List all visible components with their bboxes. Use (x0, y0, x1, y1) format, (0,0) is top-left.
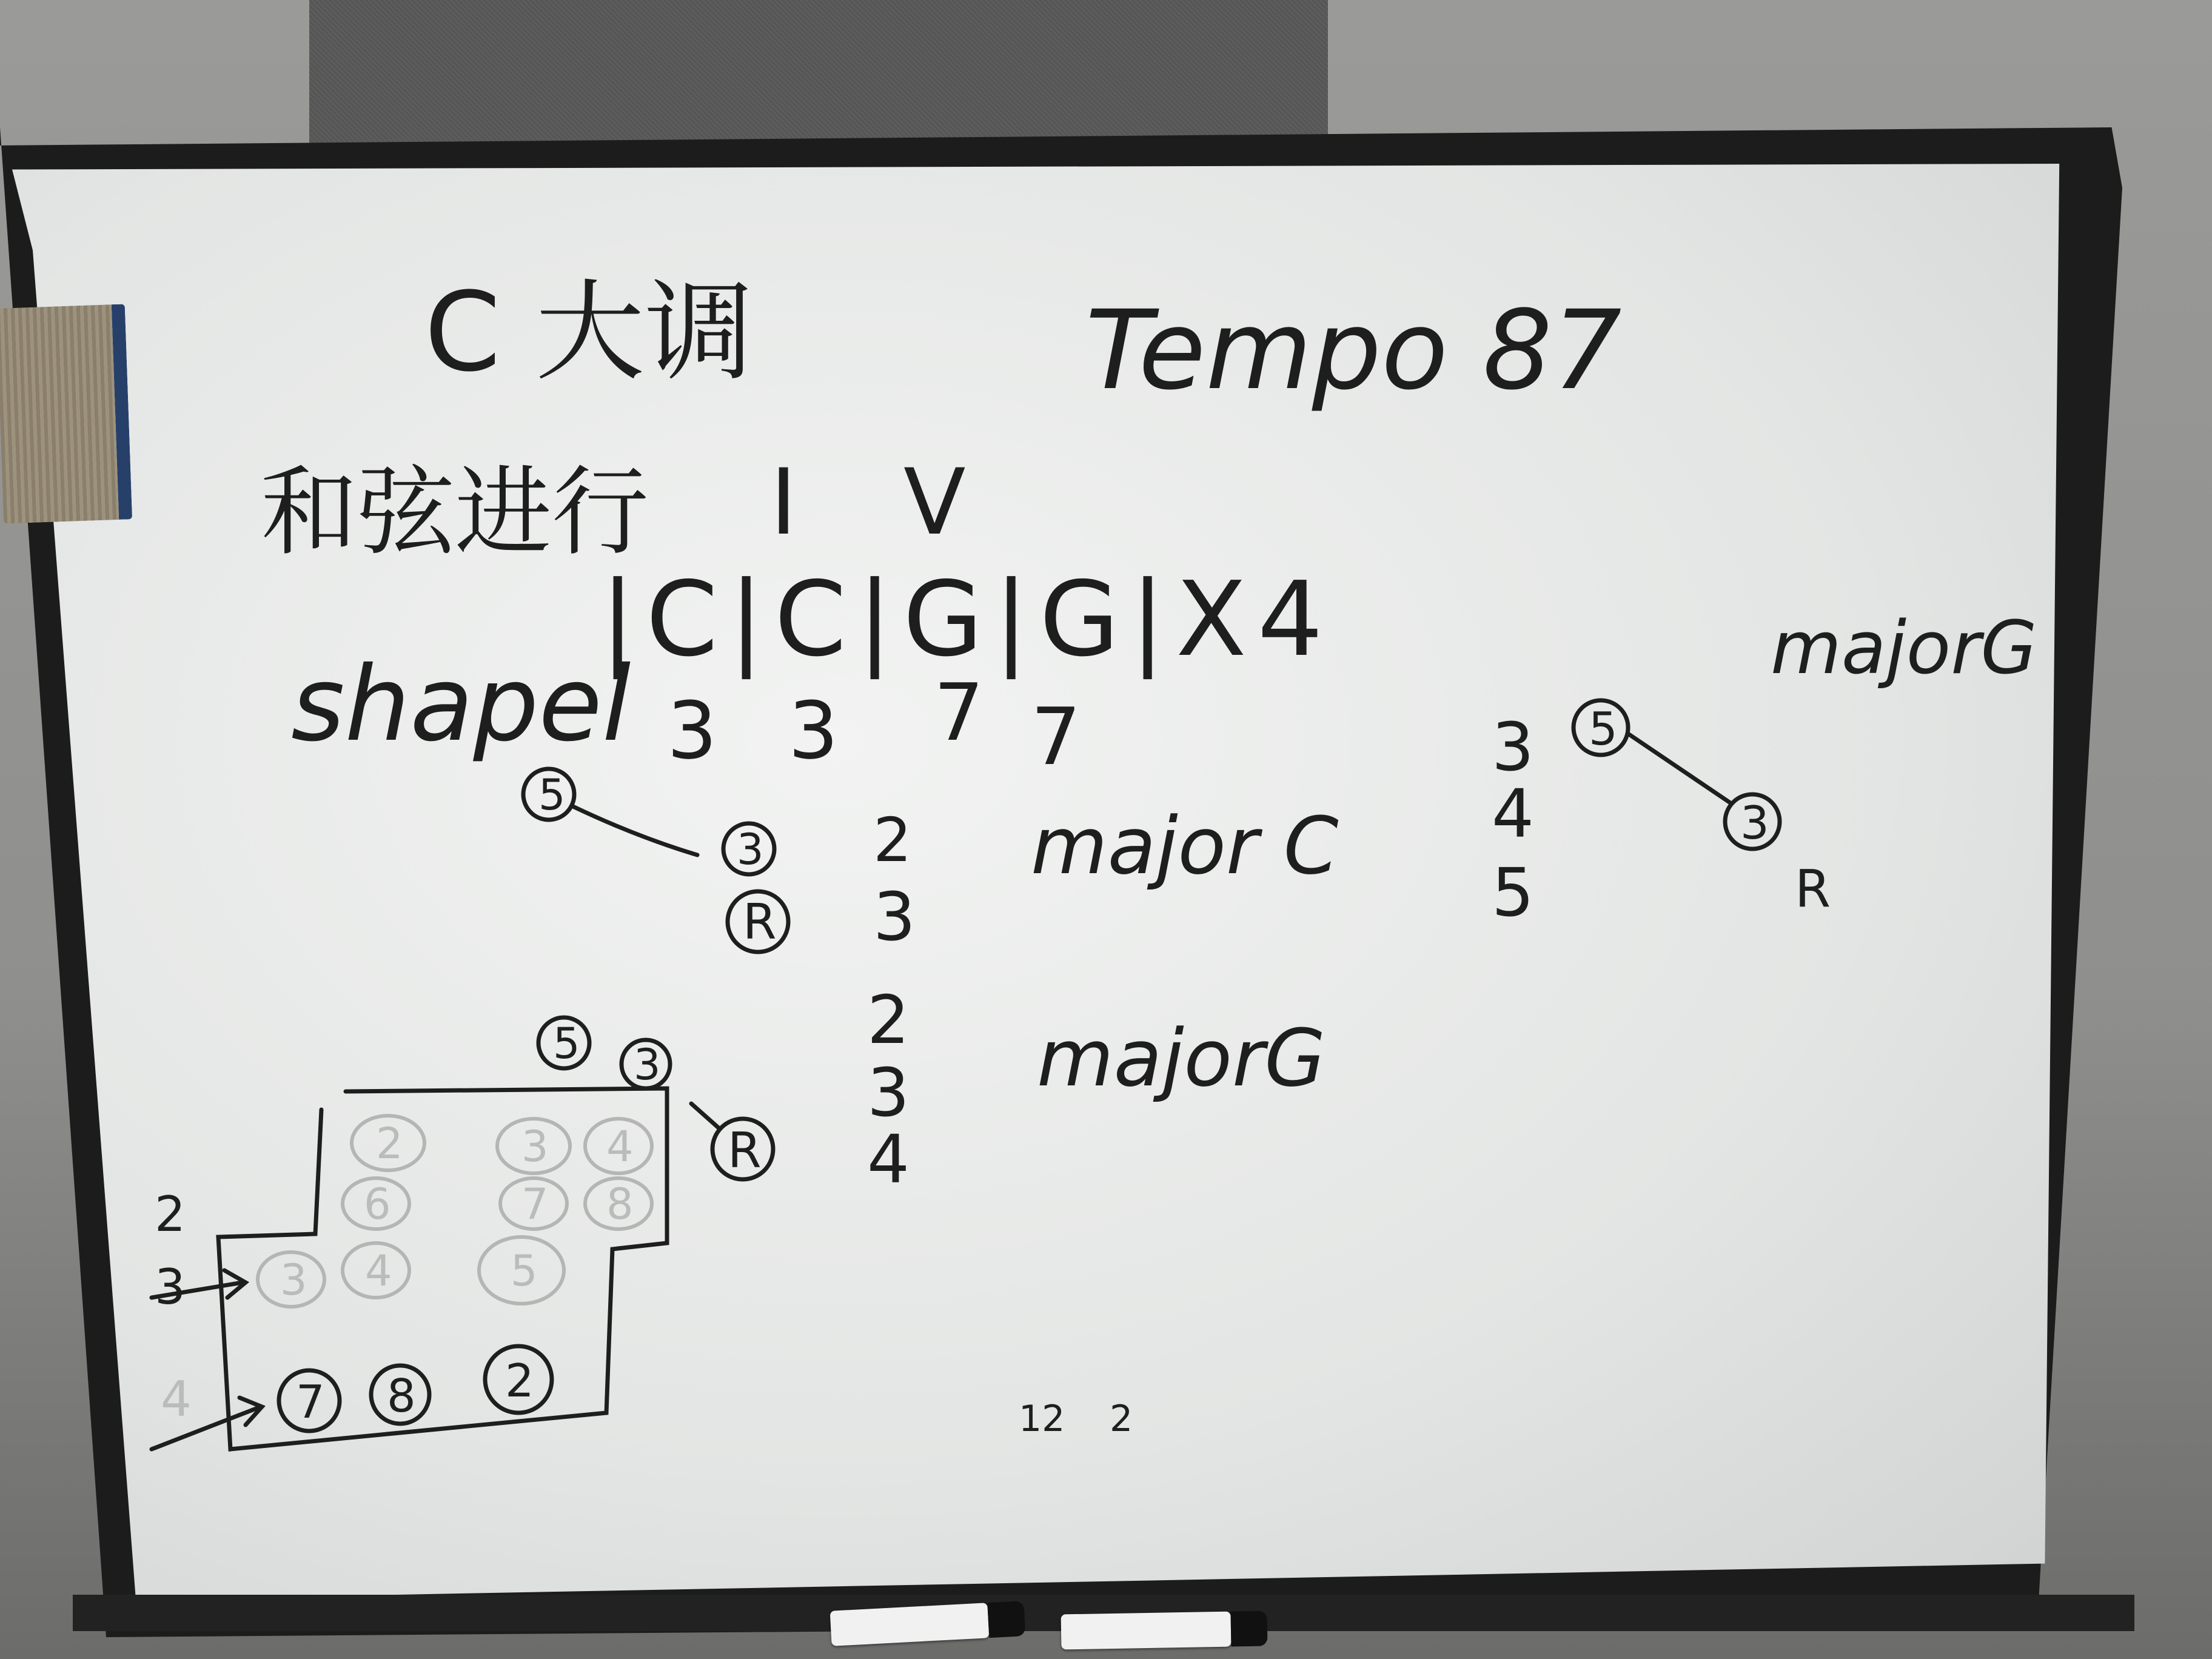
major-g-right-number-5: 5 (1492, 854, 1534, 931)
ghost-node-3a-label: 3 (521, 1122, 549, 1171)
tempo-label: Tempo 87 (1085, 287, 1622, 414)
fretboard-side-number-2: 2 (155, 1186, 186, 1242)
stray-number-12: 12 (1019, 1398, 1065, 1440)
major-g-middle-label: majorG (1037, 1012, 1326, 1104)
major-c-number-2: 2 (873, 805, 912, 876)
fretboard-top-node-5-label: 5 (553, 1019, 580, 1068)
shape-number-3: 7 (934, 666, 984, 759)
roman-numeral-one: I (770, 450, 797, 555)
shape-number-2: 3 (788, 685, 839, 777)
chord-progression-label: 和弦进行 (261, 455, 649, 569)
major-c-node-5-label: 5 (538, 770, 566, 820)
fretboard-bold-node-2-label: 2 (505, 1354, 534, 1407)
major-c-connector (573, 806, 697, 855)
ghost-node-3b-label: 3 (280, 1255, 307, 1305)
major-g-number-3: 3 (867, 1054, 910, 1131)
ghost-node-2-label: 2 (376, 1119, 403, 1168)
fretboard-bold-node-8-label: 8 (387, 1369, 416, 1423)
major-g-right-label: majorG (1771, 606, 2037, 691)
chord-bars: |C|C|G|G|X4 (600, 560, 1334, 680)
roman-numeral-five: V (903, 450, 966, 555)
marker-cap (987, 1601, 1025, 1638)
major-c-node-r-label: R (743, 894, 777, 950)
major-g-right-number-4: 4 (1492, 775, 1534, 853)
shape-label: shapel (291, 645, 631, 765)
major-g-number-4: 4 (867, 1121, 910, 1198)
fretboard-root-connector (691, 1104, 719, 1128)
ghost-node-7a-label: 7 (521, 1179, 549, 1229)
shape-number-4: 7 (1031, 691, 1081, 783)
ghost-node-6-label: 6 (364, 1179, 391, 1229)
major-g-right-node-5-label: 5 (1589, 702, 1618, 756)
key-title: C 大调 (424, 269, 754, 396)
fretboard-bold-node-7-label: 7 (296, 1375, 325, 1429)
whiteboard-marker[interactable] (1061, 1612, 1232, 1650)
ghost-node-8a-label: 8 (606, 1179, 634, 1229)
major-g-right-connector (1628, 734, 1731, 803)
fretboard-top-node-3-label: 3 (634, 1040, 661, 1090)
marker-cap (1230, 1611, 1267, 1647)
ghost-node-4a-label: 4 (606, 1122, 634, 1171)
major-c-number-3: 3 (873, 878, 916, 956)
major-g-right-node-3-label: 3 (1740, 796, 1769, 850)
major-c-label: major C (1031, 800, 1339, 892)
fretboard-side-number-4: 4 (161, 1371, 192, 1427)
stray-number-2: 2 (1110, 1398, 1133, 1440)
major-g-right-number-3: 3 (1492, 708, 1534, 786)
major-g-number-2: 2 (867, 981, 910, 1059)
ghost-node-5-label: 5 (511, 1246, 538, 1296)
ghost-node-4b-label: 4 (365, 1246, 392, 1296)
shape-number-1: 3 (667, 685, 717, 777)
fretboard-top-node-r-label: R (728, 1122, 762, 1179)
fretboard-side-number-3: 3 (155, 1259, 186, 1315)
major-g-right-node-r-label: R (1795, 859, 1831, 919)
major-c-node-3-label: 3 (737, 825, 764, 874)
